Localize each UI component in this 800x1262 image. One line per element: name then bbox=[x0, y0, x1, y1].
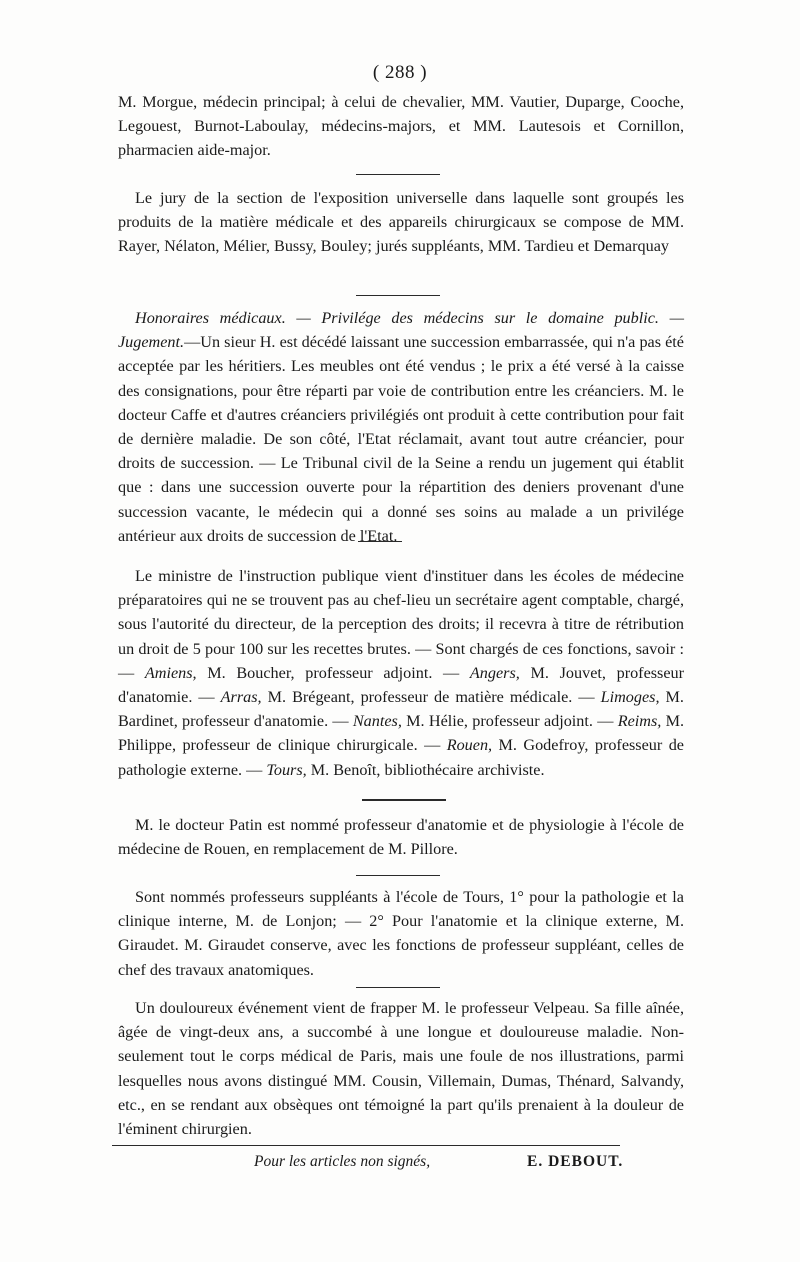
city-name: Reims, bbox=[617, 712, 662, 731]
paragraph-title: Honoraires médicaux. — Privilége des médecins sur le domaine public. — Jugement. bbox=[118, 309, 684, 352]
section-divider bbox=[356, 987, 440, 988]
page-number: ( 288 ) bbox=[372, 62, 428, 83]
paragraph-jury bbox=[118, 186, 684, 259]
text-run: M. Jouvet, professeur d'anatomie. — bbox=[118, 663, 685, 707]
city-name: Amiens, bbox=[144, 663, 197, 682]
paragraph-honoraires bbox=[118, 306, 684, 548]
paragraph-text: M. le docteur Patin est nommé professeur d'anatomie et de physiologie à l'école de médecine de Rouen, en remplacement de M. Pillore. bbox=[118, 816, 684, 859]
section-divider bbox=[358, 541, 402, 542]
city-name: Rouen, bbox=[446, 736, 493, 755]
paragraph-text: M. Morgue, médecin principal; à celui de chevalier, MM. Vautier, Duparge, Cooche, Legouest, Burnot-Laboulay, médecins-majors, et MM. Lautesois et Cornillon, pharmacien aide-major. bbox=[118, 93, 684, 160]
city-name: Tours, bbox=[266, 760, 307, 779]
paragraph-patin bbox=[118, 813, 684, 861]
paragraph-tours bbox=[118, 885, 684, 982]
paragraph-text bbox=[118, 564, 684, 782]
text-run: M. Benoît, bibliothécaire archiviste. bbox=[306, 760, 545, 779]
city-name: Nantes, bbox=[352, 712, 402, 731]
city-name: Angers, bbox=[469, 663, 520, 682]
paragraph-ministre bbox=[118, 564, 684, 782]
paragraph-text bbox=[118, 306, 684, 548]
text-run: M. Brégeant, professeur de matière médicale. — bbox=[261, 688, 601, 707]
footer-divider bbox=[112, 1145, 620, 1146]
paragraph-text: Sont nommés professeurs suppléants à l'école de Tours, 1° pour la pathologie et la clinique interne, M. de Lonjon; — 2° Pour l'anatomie et la clinique externe, M. Giraudet. M. Giraudet conserve, avec les fonctions de professeur suppléant, celles de chef des travaux anatomiques. bbox=[118, 888, 684, 979]
section-divider bbox=[356, 295, 440, 296]
text-run: M. Godefroy, professeur de pathologie externe. — bbox=[118, 736, 684, 779]
section-divider bbox=[356, 875, 440, 876]
text-run: M. Hélie, professeur adjoint. — bbox=[401, 712, 618, 731]
signature-line bbox=[0, 1153, 800, 1179]
signature-name: E. DEBOUT. bbox=[527, 1153, 624, 1170]
text-run: M. Bardinet, professeur d'anatomie. — bbox=[118, 688, 684, 731]
section-divider bbox=[362, 799, 446, 801]
text-run: Le ministre de l'instruction publique vient d'instituer dans les écoles de médecine préparatoires qui ne se trouvent pas au chef-lieu un secrétaire agent comptable, chargé, sous l'autorité du directeur, de la perception des droits; il recevra à titre de rétribution un droit de 5 pour 100 sur les recettes brutes. — Sont chargés de ces fonctions, savoir : — bbox=[118, 567, 684, 682]
city-name: Limoges, bbox=[600, 688, 660, 707]
paragraph-velpeau bbox=[118, 996, 684, 1141]
paragraph-body: —Un sieur H. est décédé laissant une succession embarrassée, qui n'a pas été acceptée par les héritiers. Les meubles ont été vendus ; le prix a été versé à la caisse des consignations, pour être réparti par voie de contribution entre les créanciers. M. le docteur Caffe et d'autres créanciers privilégiés ont produit à cette contribution pour fait de dernière maladie. De son côté, l'Etat réclamait, avant tout autre créancier, pour droits de succession. — Le Tribunal civil de la Seine a rendu un jugement qui établit que : dans une succession ouverte pour la répartition des deniers provenant d'une succession vacante, le médecin qui a donné ses soins au malade a un privilége antérieur aux droits de succession de l'Etat. bbox=[118, 333, 684, 545]
paragraph-text: Un douloureux événement vient de frapper M. le professeur Velpeau. Sa fille aînée, âgée de vingt-deux ans, a succombé à une longue et douloureuse maladie. Non-seulement tout le corps médical de Paris, mais une foule de nos illustrations, parmi lesquelles nous avons distingué MM. Cousin, Villemain, Dumas, Thénard, Salvandy, etc., en se rendant aux obsèques ont témoigné la part qu'ils prenaient à la douleur de l'éminent chirurgien. bbox=[118, 999, 684, 1139]
signature-label: Pour les articles non signés, bbox=[254, 1153, 431, 1170]
text-run: M. Boucher, professeur adjoint. — bbox=[196, 663, 470, 682]
paragraph-awards bbox=[118, 90, 684, 163]
section-divider bbox=[356, 174, 440, 175]
text-run: M. Philippe, professeur de clinique chirurgicale. — bbox=[118, 712, 685, 755]
paragraph-text: Le jury de la section de l'exposition universelle dans laquelle sont groupés les produits de la matière médicale et des appareils chirurgicaux se compose de MM. Rayer, Nélaton, Mélier, Bussy, Bouley; jurés suppléants, MM. Tardieu et Demarquay bbox=[118, 189, 684, 256]
city-name: Arras, bbox=[220, 688, 262, 707]
